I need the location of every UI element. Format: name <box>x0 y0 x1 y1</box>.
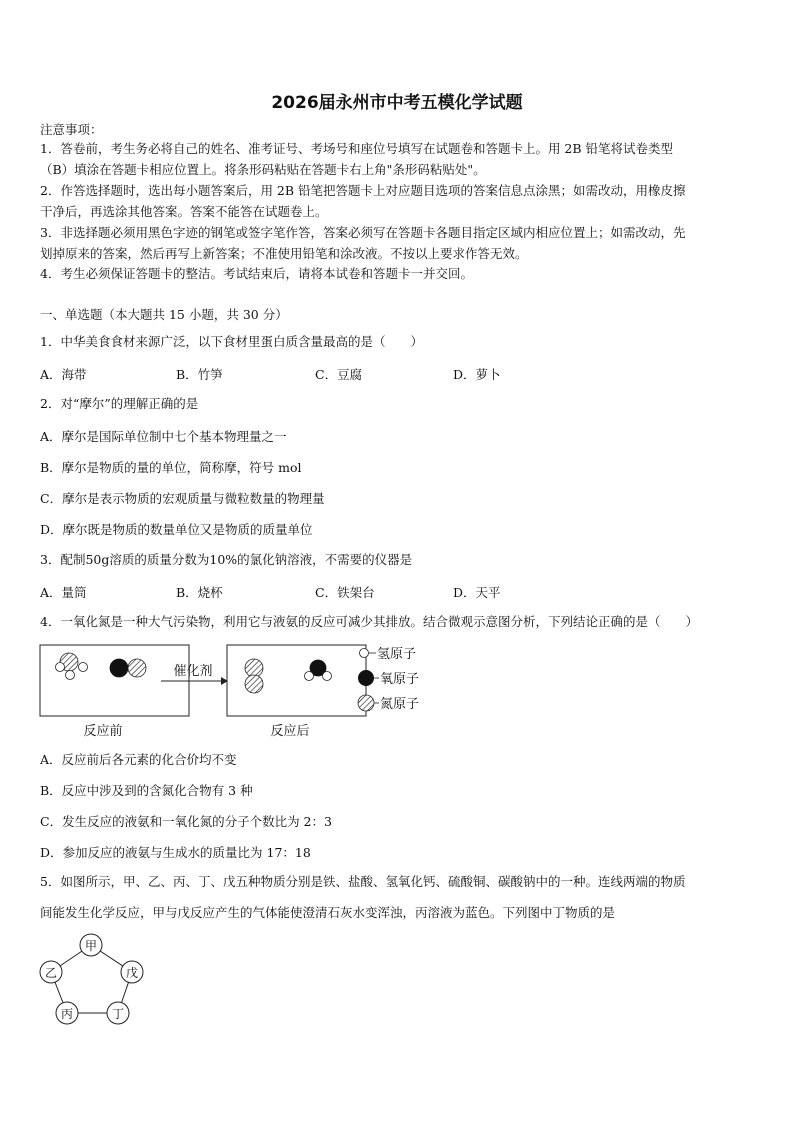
question-3-stem: 3．配制50g溶质的质量分数为10%的氯化钠溶液，不需要的仪器是 <box>40 552 413 567</box>
nitrogen-atom-icon <box>358 695 374 711</box>
pentagon-diagram <box>34 930 154 1030</box>
question-5-stem: 5．如图所示，甲、乙、丙、丁、戊五种物质分别是铁、盐酸、氢氧化钙、硫酸铜、碳酸钠中的一种。连线两端的物质 <box>40 874 686 889</box>
notice-line: 2．作答选择题时，选出每小题答案后，用 2B 铅笔把答题卡上对应题目选项的答案信息点涂黑；如需改动，用橡皮擦 <box>40 183 686 198</box>
notice-heading: 注意事项： <box>40 122 103 137</box>
svg-text:氧原子: 氧原子 <box>380 672 420 687</box>
notice-line: 4．考生必须保证答题卡的整洁。考试结束后，请将本试卷和答题卡一并交回。 <box>40 266 473 281</box>
oxygen-atom-icon <box>358 670 374 686</box>
node-wu <box>121 961 143 983</box>
q4-option-c: C．发生反应的液氨和一氧化氮的分子个数比为 2：3 <box>40 814 332 829</box>
q2-option-b: B．摩尔是物质的量的单位，简称摩，符号 mol <box>40 460 302 475</box>
q3-option-b: B．烧杯 <box>176 585 223 600</box>
q1-option-a: A．海带 <box>40 367 87 382</box>
water-molecule <box>305 660 332 681</box>
nitric-oxide-molecule <box>110 659 146 677</box>
svg-text:氮原子: 氮原子 <box>380 697 420 712</box>
notice-line: 1．答卷前，考生务必将自己的姓名、准考证号、考场号和座位号填写在试题卷和答题卡上。用 2B 铅笔将试卷类型 <box>40 141 674 156</box>
before-label: 反应前 <box>83 724 123 739</box>
page-title: 2026届永州市中考五模化学试题 <box>271 93 523 113</box>
q2-option-c: C．摩尔是表示物质的宏观质量与微粒数量的物理量 <box>40 491 325 506</box>
question-5-stem-cont: 间能发生化学反应，甲与戊反应产生的气体能使澄清石灰水变浑浊，丙溶液为蓝色。下列图中丁物质的是 <box>40 905 616 920</box>
q4-option-b: B．反应中涉及到的含氮化合物有 3 种 <box>40 783 253 798</box>
catalyst-label: 催化剂 <box>173 664 213 679</box>
q2-option-d: D．摩尔既是物质的数量单位又是物质的质量单位 <box>40 522 313 537</box>
svg-text:乙: 乙 <box>44 966 58 980</box>
reaction-diagram <box>36 640 456 745</box>
notice-line: （B）填涂在答题卡相应位置上。将条形码粘贴在答题卡右上角"条形码粘贴处"。 <box>40 162 486 177</box>
notice-line: 干净后，再选涂其他答案。答案不能答在试题卷上。 <box>40 204 328 219</box>
section-heading: 一、单选题（本大题共 15 小题，共 30 分） <box>40 307 288 322</box>
after-label: 反应后 <box>270 724 310 739</box>
q1-option-b: B．竹笋 <box>176 367 223 382</box>
question-1-stem: 1．中华美食食材来源广泛，以下食材里蛋白质含量最高的是（ ） <box>40 334 423 349</box>
legend-hydrogen <box>360 647 417 662</box>
svg-text:戊: 戊 <box>125 966 139 980</box>
svg-text:氢原子: 氢原子 <box>377 647 417 662</box>
legend-nitrogen <box>358 695 419 712</box>
node-jia <box>80 934 102 956</box>
node-ding <box>107 1002 129 1024</box>
svg-text:丙: 丙 <box>60 1007 74 1021</box>
svg-text:甲: 甲 <box>84 939 98 953</box>
q1-option-d: D．萝卜 <box>453 367 501 382</box>
q2-option-a: A．摩尔是国际单位制中七个基本物理量之一 <box>40 429 287 444</box>
q4-option-a: A．反应前后各元素的化合价均不变 <box>40 752 237 767</box>
notice-line: 划掉原来的答案，然后再写上新答案；不准使用铅笔和涂改液。不按以上要求作答无效。 <box>40 246 528 261</box>
node-bing <box>56 1002 78 1024</box>
node-yi <box>40 961 62 983</box>
q1-option-c: C．豆腐 <box>315 367 363 382</box>
nitrogen-molecule <box>245 659 263 693</box>
q3-option-d: D．天平 <box>453 585 501 600</box>
ammonia-molecule <box>56 653 88 680</box>
question-4-stem: 4．一氧化氮是一种大气污染物，利用它与液氨的反应可减少其排放。结合微观示意图分析，下列结论正确的是（ ） <box>40 614 698 629</box>
notice-line: 3．非选择题必须用黑色字迹的钢笔或签字笔作答，答案必须写在答题卡各题目指定区域内相应位置上；如需改动，先 <box>40 225 686 240</box>
hydrogen-atom-icon <box>360 649 369 658</box>
q3-option-a: A．量筒 <box>40 585 87 600</box>
legend-oxygen <box>358 670 419 687</box>
svg-text:丁: 丁 <box>111 1007 125 1021</box>
q3-option-c: C．铁架台 <box>315 585 375 600</box>
question-2-stem: 2．对“摩尔”的理解正确的是 <box>40 396 199 411</box>
q4-option-d: D．参加反应的液氨与生成水的质量比为 17：18 <box>40 845 311 860</box>
